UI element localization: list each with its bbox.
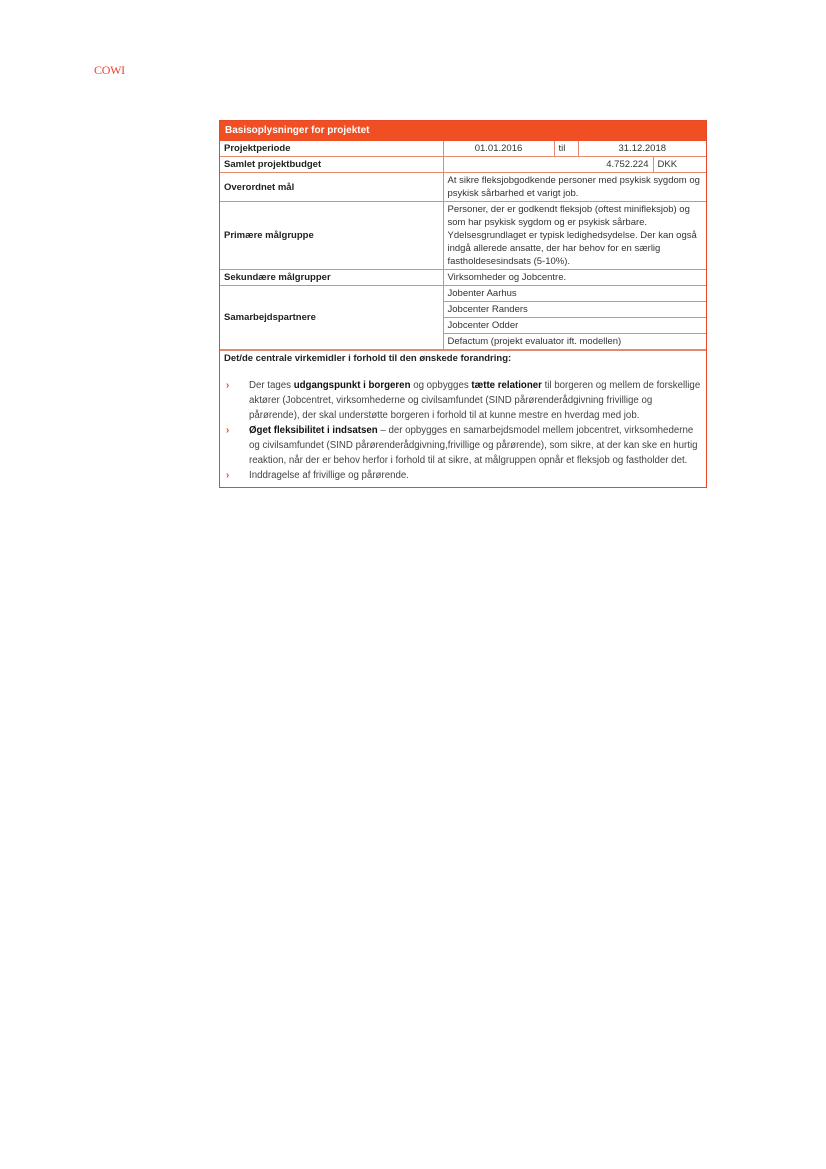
budget-amount: 4.752.224 bbox=[443, 157, 653, 173]
budget-currency: DKK bbox=[653, 157, 706, 173]
bullet-text: og opbygges bbox=[410, 380, 472, 391]
period-sep: til bbox=[554, 141, 578, 157]
bullet-bold: tætte relationer bbox=[471, 380, 542, 391]
label-sekundaer: Sekundære målgrupper bbox=[220, 270, 443, 286]
period-start: 01.01.2016 bbox=[443, 141, 554, 157]
cowi-logo: COWI bbox=[94, 63, 125, 77]
label-samarbejdspartnere: Samarbejdspartnere bbox=[220, 286, 443, 350]
partner-item: Defactum (projekt evaluator ift. modellen) bbox=[443, 334, 706, 350]
chevron-right-icon: › bbox=[226, 425, 230, 436]
row-budget bbox=[220, 157, 706, 173]
row-sekundaer bbox=[220, 270, 706, 286]
chevron-right-icon: › bbox=[226, 380, 230, 391]
row-projektperiode bbox=[220, 141, 706, 157]
label-primaer: Primære målgruppe bbox=[220, 202, 443, 270]
partner-item: Jobcenter Odder bbox=[443, 318, 706, 334]
info-table bbox=[220, 141, 706, 350]
card-title: Basisoplysninger for projektet bbox=[220, 121, 706, 141]
row-primaer bbox=[220, 202, 706, 270]
label-projektperiode: Projektperiode bbox=[220, 141, 443, 157]
bullet-text: Der tages bbox=[249, 380, 294, 391]
primaer-text: Personer, der er godkendt fleksjob (oftest minifleksjob) og som har psykisk sygdom og er psykisk sårbare. Ydelsesgrundlaget er typisk ledighedsydelse. Der kan også indgå allerede ansatte, der har behov for en særlig fastholdesesindsats (5-10%). bbox=[443, 202, 706, 270]
chevron-right-icon: › bbox=[226, 470, 230, 481]
partner-item: Jobcenter Randers bbox=[443, 302, 706, 318]
project-info-card bbox=[219, 120, 707, 488]
bullet-bold: udgangspunkt i borgeren bbox=[293, 380, 411, 391]
virkemidler-section bbox=[220, 350, 706, 487]
label-budget: Samlet projektbudget bbox=[220, 157, 443, 173]
row-partner-1 bbox=[220, 286, 706, 302]
bullet-text: Inddragelse af frivillige og pårørende. bbox=[249, 470, 409, 481]
bullet-bold: Øget fleksibilitet i indsatsen bbox=[249, 425, 378, 436]
overordnet-text: At sikre fleksjobgodkende personer med psykisk sygdom og psykisk sårbarhed et varigt job. bbox=[443, 173, 706, 202]
row-overordnet bbox=[220, 173, 706, 202]
list-item bbox=[224, 423, 702, 468]
list-item bbox=[224, 378, 702, 423]
list-item bbox=[224, 468, 702, 483]
period-end: 31.12.2018 bbox=[578, 141, 706, 157]
bullet-text: til borgeren og mellem de forskellige aktører (Jobcentret, virksomhederne og civilsamfundet (SIND pårørenderådgivning frivillige og pårørende), der skal understøtte borgeren i forhold til at kunne mestre en hverdag med job. bbox=[249, 380, 701, 421]
virkemidler-list bbox=[224, 378, 702, 483]
sekundaer-text: Virksomheder og Jobcentre. bbox=[443, 270, 706, 286]
partner-item: Jobenter Aarhus bbox=[443, 286, 706, 302]
bullet-text: – der opbygges en samarbejdsmodel mellem jobcentret, virksomhederne og civilsamfundet (SIND pårørenderådgivning,frivillige og pårørende), som sikre, at der kan ske en hurtig reaktion, når der er behov herfor i forhold til at sikre, at målgruppen opnår et fleksjob og fastholder det. bbox=[249, 425, 698, 466]
label-overordnet: Overordnet mål bbox=[220, 173, 443, 202]
virkemidler-title: Det/de centrale virkemidler i forhold til den ønskede forandring: bbox=[224, 353, 512, 364]
